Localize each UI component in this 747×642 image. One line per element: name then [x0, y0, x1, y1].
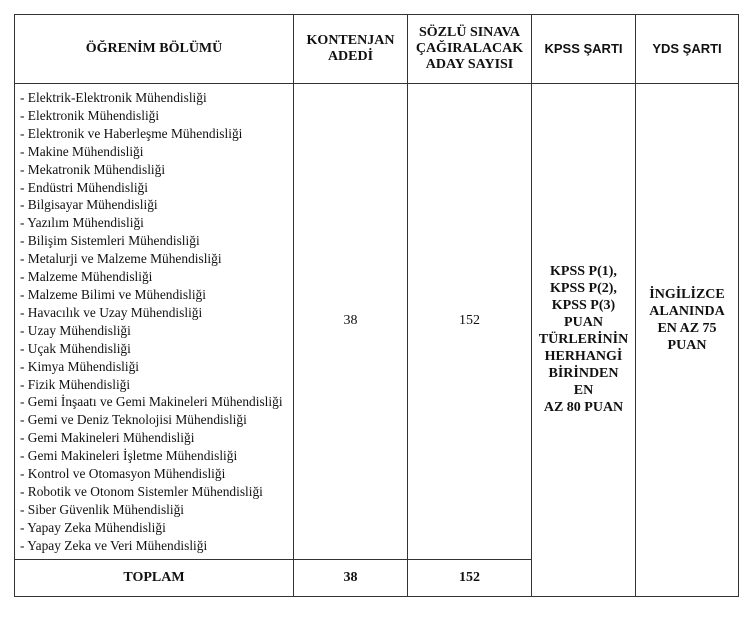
data-row	[15, 84, 739, 560]
quota-table	[14, 14, 739, 597]
yds-requirement	[636, 84, 739, 597]
yds-requirement-line: ALANINDA	[649, 303, 725, 319]
header-quota: KONTENJAN ADEDİ	[294, 15, 408, 84]
total-candidates: 152	[408, 559, 532, 596]
department-item: - Malzeme Bilimi ve Mühendisliği	[20, 286, 206, 302]
department-item: - Elektronik Mühendisliği	[20, 107, 160, 123]
department-item: - Robotik ve Otonom Sistemler Mühendisliği	[20, 483, 263, 499]
header-kpss: KPSS ŞARTI	[532, 15, 636, 84]
kpss-requirement-line: KPSS P(1),	[550, 264, 617, 280]
department-item: - Gemi ve Deniz Teknolojisi Mühendisliği	[20, 412, 247, 428]
department-item: - Gemi Makineleri İşletme Mühendisliği	[20, 448, 238, 464]
department-item: - Metalurji ve Malzeme Mühendisliği	[20, 251, 222, 267]
total-quota: 38	[294, 559, 408, 596]
yds-requirement-line: İNGİLİZCE	[649, 286, 725, 302]
kpss-requirement-line: BİRİNDEN EN	[548, 366, 619, 399]
kpss-requirement-line: TÜRLERİNİN	[538, 332, 629, 348]
kpss-requirement-line: AZ 80 PUAN	[543, 400, 624, 416]
department-item: - Gemi Makineleri Mühendisliği	[20, 430, 195, 446]
department-item: - Bilişim Sistemleri Mühendisliği	[20, 233, 200, 249]
department-item: - Kontrol ve Otomasyon Mühendisliği	[20, 466, 226, 482]
department-item: - Gemi İnşaatı ve Gemi Makineleri Mühendisliği	[20, 394, 283, 410]
kpss-requirement-line: KPSS P(2),	[550, 281, 617, 297]
department-item: - Uçak Mühendisliği	[20, 340, 131, 356]
department-item: - Elektronik ve Haberleşme Mühendisliği	[20, 125, 243, 141]
department-item: - Malzeme Mühendisliği	[20, 269, 153, 285]
quota-value: 38	[294, 84, 408, 560]
department-item: - Yapay Zeka Mühendisliği	[20, 519, 166, 535]
department-item: - Fizik Mühendisliği	[20, 376, 131, 392]
department-item: - Havacılık ve Uzay Mühendisliği	[20, 304, 203, 320]
yds-requirement-line: PUAN	[667, 337, 707, 353]
header-row	[15, 15, 739, 84]
department-item: - Yazılım Mühendisliği	[20, 215, 144, 231]
header-yds: YDS ŞARTI	[636, 15, 739, 84]
department-item: - Kimya Mühendisliği	[20, 358, 140, 374]
kpss-requirement	[532, 84, 636, 597]
department-item: - Endüstri Mühendisliği	[20, 179, 148, 195]
department-item: - Elektrik-Elektronik Mühendisliği	[20, 90, 207, 105]
header-candidates: SÖZLÜ SINAVA ÇAĞIRALACAK ADAY SAYISI	[408, 15, 532, 84]
total-label: TOPLAM	[15, 559, 294, 596]
department-item: - Bilgisayar Mühendisliği	[20, 197, 158, 213]
department-item: - Uzay Mühendisliği	[20, 322, 131, 338]
kpss-requirement-line: PUAN	[564, 315, 603, 331]
department-item: - Mekatronik Mühendisliği	[20, 161, 166, 177]
kpss-requirement-line: KPSS P(3)	[551, 298, 616, 314]
candidates-value: 152	[408, 84, 532, 560]
department-item: - Makine Mühendisliği	[20, 143, 144, 159]
department-list	[15, 84, 294, 560]
header-department: ÖĞRENİM BÖLÜMÜ	[15, 15, 294, 84]
kpss-requirement-line: HERHANGİ	[544, 349, 623, 365]
department-item: - Yapay Zeka ve Veri Mühendisliği	[20, 537, 208, 553]
department-item: - Siber Güvenlik Mühendisliği	[20, 501, 185, 517]
yds-requirement-line: EN AZ 75	[657, 320, 717, 336]
